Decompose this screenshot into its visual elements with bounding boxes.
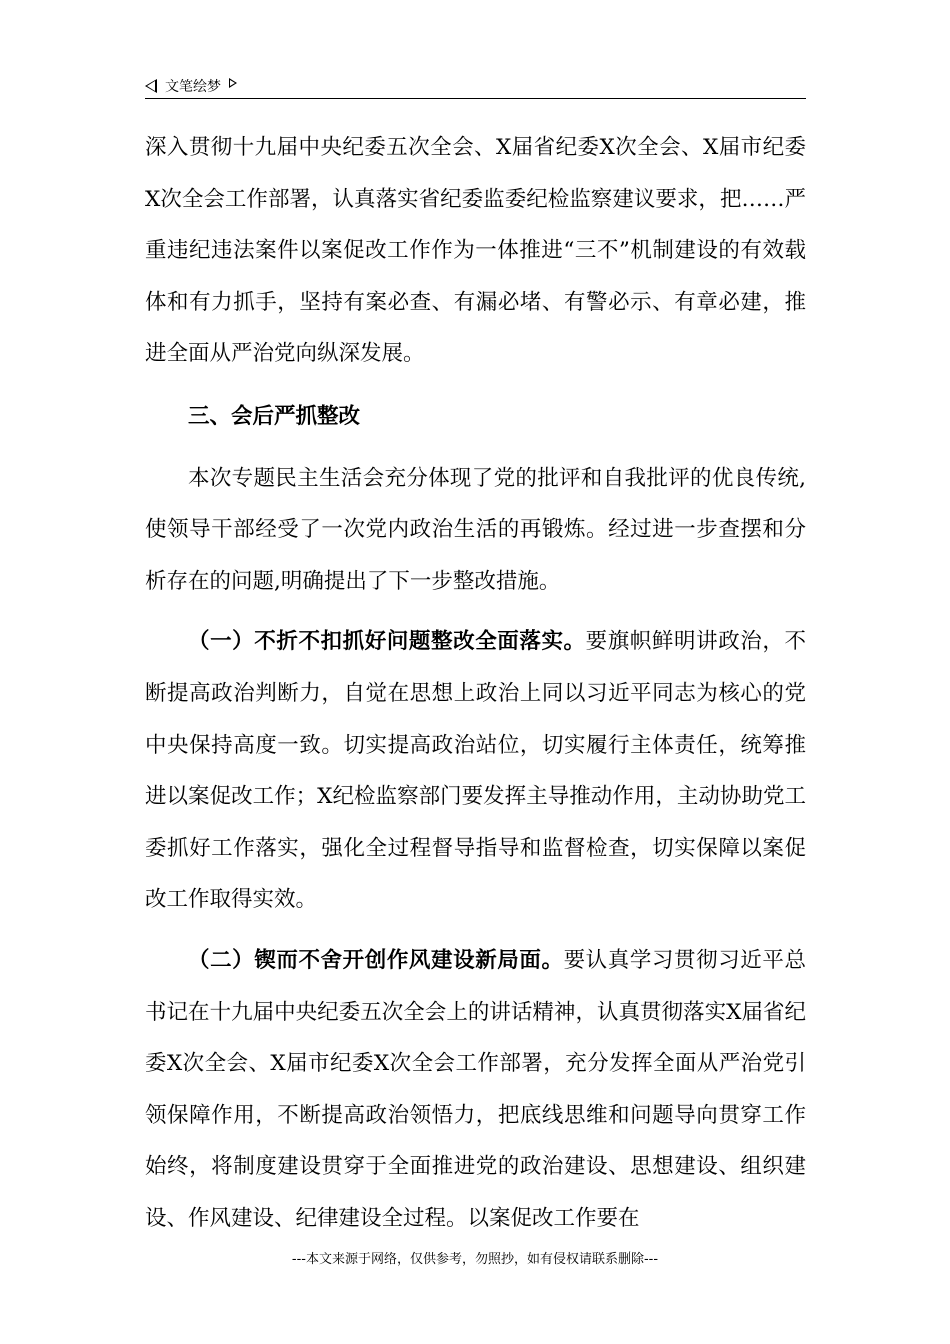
item-2 (145, 935, 806, 1245)
spacer (145, 926, 806, 935)
footer-notice: ---本文来源于网络，仅供参考，勿照抄，如有侵权请联系删除--- (291, 1252, 659, 1267)
page-header (145, 74, 806, 99)
section-heading: 三、会后严抓整改 (188, 403, 361, 429)
item-1-title: （一）不折不扣抓好问题整改全面落实。 (188, 629, 586, 655)
header-title: 文笔绘梦 (165, 79, 221, 95)
paragraph-2: 本次专题民主生活会充分体现了党的批评和自我批评的优良传统,使领导干部经受了一次党内政治生活的再锻炼。经过进一步查摆和分析存在的问题,明确提出了下一步整改措施。 (145, 465, 806, 594)
spacer (145, 380, 806, 389)
item-2-text: 要认真学习贯彻习近平总书记在十九届中央纪委五次全会上的讲话精神，认真贯彻落实X届省纪委X次全会、X届市纪委X次全会工作部署，充分发挥全面从严治党引领保障作用，不断提高政治领悟力，把底线思维和问题导向贯穿工作始终，将制度建设贯穿于全面推进党的政治建设、思想建设、组织建设、作风建设、纪律建设全过程。以案促改工作要在 (145, 947, 806, 1231)
paragraph-1: 深入贯彻十九届中央纪委五次全会、X届省纪委X次全会、X届市纪委X次全会工作部署，认真落实省纪委监委纪检监察建议要求，把……严重违纪违法案件以案促改工作作为一体推进“三不”机制建设的有效载体和有力抓手，坚持有案必查、有漏必堵、有警必示、有章必建，推进全面从严治党向纵深发展。 (145, 135, 806, 367)
document-body (145, 122, 806, 1244)
right-triangle-icon (229, 78, 237, 88)
item-2-title: （二）锲而不舍开创作风建设新局面。 (188, 947, 564, 973)
item-1 (145, 616, 806, 926)
item-1-text: 要旗帜鲜明讲政治，不断提高政治判断力，自觉在思想上政治上同以习近平同志为核心的党中央保持高度一致。切实提高政治站位，切实履行主体责任，统筹推进以案促改工作；X纪检监察部门要发挥主导推动作用，主动协助党工委抓好工作落实，强化全过程督导指导和监督检查，切实保障以案促改工作取得实效。 (145, 629, 806, 913)
left-triangle-icon (145, 79, 157, 93)
spacer (145, 607, 806, 616)
